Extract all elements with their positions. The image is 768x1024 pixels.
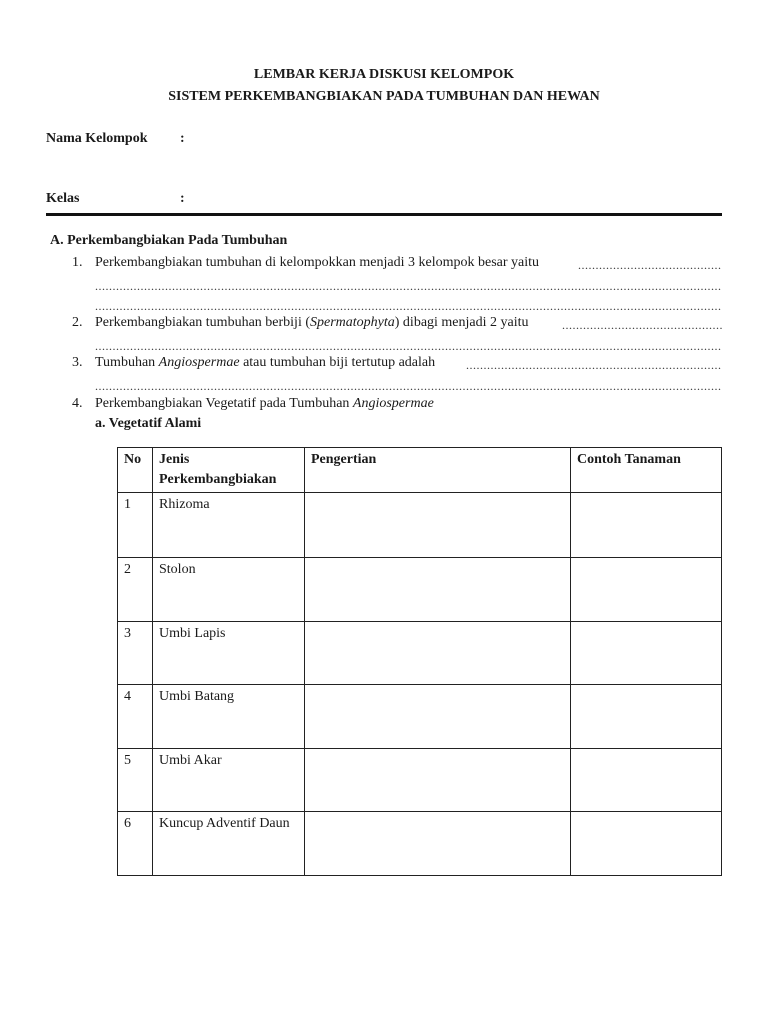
row-pengertian-blank[interactable]	[305, 558, 571, 622]
nama-kelompok-label: Nama Kelompok	[46, 131, 148, 146]
row-no: 3	[118, 622, 153, 685]
row-jenis: Stolon	[153, 558, 305, 622]
row-contoh-blank[interactable]	[571, 622, 722, 685]
row-contoh-blank[interactable]	[571, 749, 722, 812]
kelas-label: Kelas	[46, 191, 80, 206]
q3-number: 3.	[72, 355, 83, 370]
table-row	[118, 685, 722, 749]
row-contoh-blank[interactable]	[571, 812, 722, 876]
q1-answer-line-3	[95, 299, 722, 314]
q4-number: 4.	[72, 396, 83, 411]
row-jenis: Umbi Akar	[153, 749, 305, 812]
table-header-row	[118, 448, 722, 493]
q2-answer-line-2	[95, 339, 722, 354]
row-pengertian-blank[interactable]	[305, 812, 571, 876]
q2-answer-dots	[562, 318, 722, 333]
row-jenis: Umbi Lapis	[153, 622, 305, 685]
row-contoh-blank[interactable]	[571, 558, 722, 622]
row-no: 4	[118, 685, 153, 749]
section-a-heading: A. Perkembangbiakan Pada Tumbuhan	[50, 233, 288, 248]
q1-text: Perkembangbiakan tumbuhan di kelompokkan menjadi 3 kelompok besar yaitu	[95, 255, 540, 270]
q2-number: 2.	[72, 315, 83, 330]
row-no: 6	[118, 812, 153, 876]
row-pengertian-blank[interactable]	[305, 685, 571, 749]
row-no: 1	[118, 493, 153, 558]
row-jenis: Umbi Batang	[153, 685, 305, 749]
q4-text: Perkembangbiakan Vegetatif pada Tumbuhan Angiospermae	[95, 396, 434, 411]
q2-text: Perkembangbiakan tumbuhan berbiji (Spermatophyta) dibagi menjadi 2 yaitu	[95, 315, 529, 330]
header-divider	[46, 213, 722, 216]
table-row	[118, 558, 722, 622]
q3-text: Tumbuhan Angiospermae atau tumbuhan biji tertutup adalah	[95, 355, 436, 370]
table-row	[118, 622, 722, 685]
row-pengertian-blank[interactable]	[305, 749, 571, 812]
row-contoh-blank[interactable]	[571, 685, 722, 749]
header-no: No	[118, 448, 153, 493]
q1-answer-line-2	[95, 279, 722, 294]
row-pengertian-blank[interactable]	[305, 622, 571, 685]
row-no: 5	[118, 749, 153, 812]
header-contoh: Contoh Tanaman	[571, 448, 722, 493]
table-row	[118, 812, 722, 876]
kelas-colon: :	[180, 191, 185, 206]
table-row	[118, 749, 722, 812]
q1-answer-dots	[578, 258, 722, 273]
sub-a-heading: a. Vegetatif Alami	[95, 416, 202, 431]
document-title: LEMBAR KERJA DISKUSI KELOMPOK	[253, 67, 515, 82]
document-subtitle: SISTEM PERKEMBANGBIAKAN PADA TUMBUHAN DAN HEWAN	[168, 89, 600, 104]
vegetatif-alami-table	[117, 447, 722, 876]
row-jenis: Kuncup Adventif Daun	[153, 812, 305, 876]
row-jenis: Rhizoma	[153, 493, 305, 558]
q1-number: 1.	[72, 255, 83, 270]
q3-answer-line-2	[95, 379, 722, 394]
nama-kelompok-colon: :	[180, 131, 185, 146]
header-jenis: Jenis Perkembangbiakan	[153, 448, 305, 493]
q3-answer-dots	[466, 358, 722, 373]
row-contoh-blank[interactable]	[571, 493, 722, 558]
row-pengertian-blank[interactable]	[305, 493, 571, 558]
row-no: 2	[118, 558, 153, 622]
header-pengertian: Pengertian	[305, 448, 571, 493]
table-row	[118, 493, 722, 558]
